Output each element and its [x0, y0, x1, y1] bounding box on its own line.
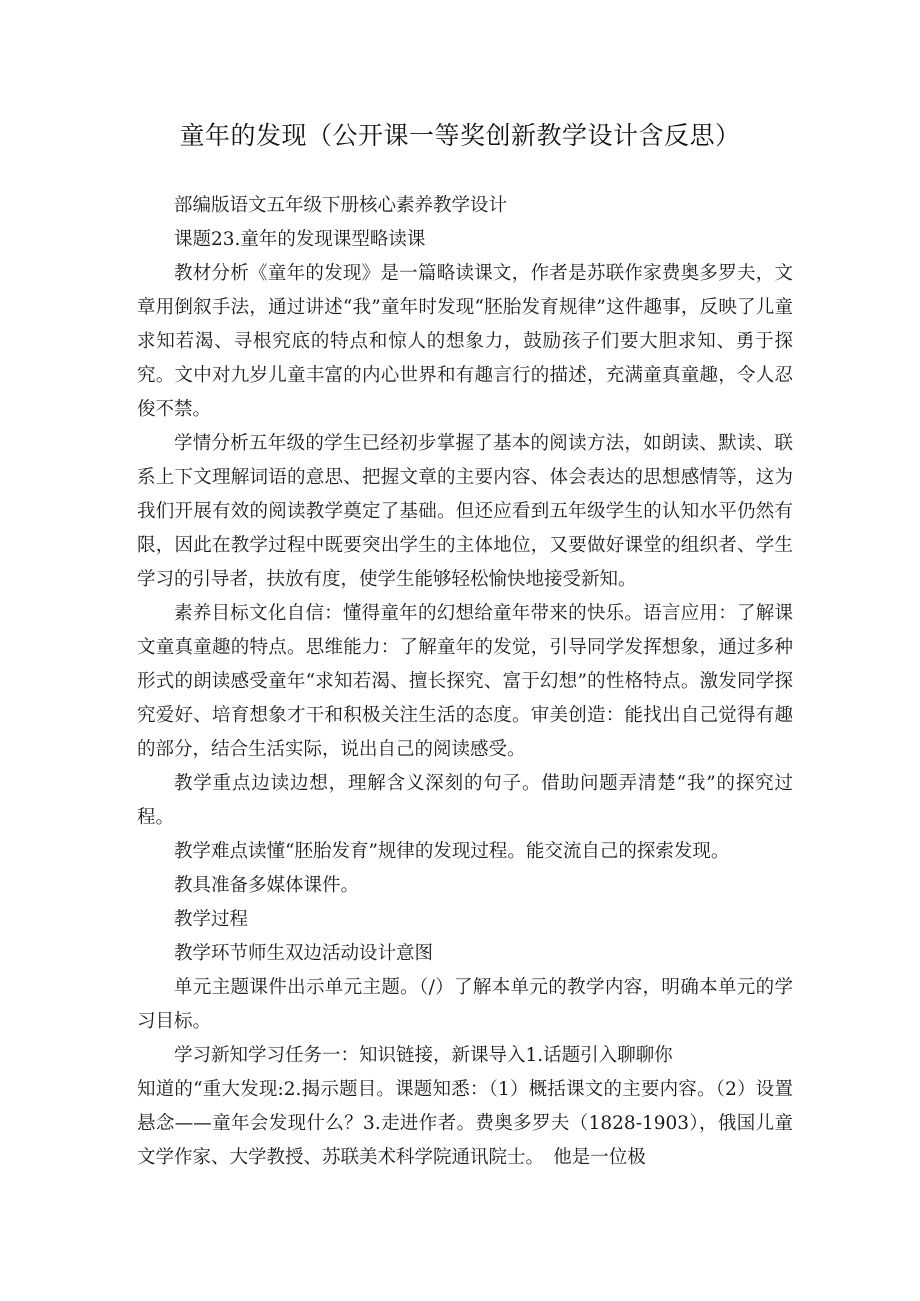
introduction-paragraph: 知道的“重大发现:2.揭示题目。课题知悉：（1）概括课文的主要内容。（2）设置悬念——童年会发现什么？3.走进作者。费奥多罗夫（1828-1903），俄国儿童文学作家、大学教授、苏联美术科学院通讯院士。 他是一位极 [137, 1079, 793, 1168]
unit-theme-paragraph: 单元主题课件出示单元主题。（/）了解本单元的教学内容，明确本单元的学习目标。 [137, 977, 793, 1032]
subtitle-line: 部编版语文五年级下册核心素养教学设计 [174, 195, 508, 216]
student-analysis-paragraph: 学情分析五年级的学生已经初步掌握了基本的阅读方法，如朗读、默读、联系上下文理解词语的意思、把握文章的主要内容、体会表达的思想感情等，这为我们开展有效的阅读教学奠定了基础。但还应看到五年级学生的认知水平仍然有限，因此在教学过程中既要突出学生的主体地位，又要做好课堂的组织者、学生学习的引导者，扶放有度，使学生能够轻松愉快地接受新知。 [137, 433, 793, 590]
textbook-analysis-paragraph: 教材分析《童年的发现》是一篇略读课文，作者是苏联作家费奥多罗夫，文章用倒叙手法，通过讲述“我”童年时发现“胚胎发育规律”这件趣事，反映了儿童求知若渴、寻根究底的特点和惊人的想象力，鼓励孩子们要大胆求知、勇于探究。文中对九岁儿童丰富的内心世界和有趣言行的描述，充满童真童趣，令人忍俊不禁。 [137, 263, 793, 420]
teaching-difficulty-paragraph: 教学难点读懂“胚胎发育”规律的发现过程。能交流自己的探索发现。 [174, 841, 730, 862]
document-body [137, 189, 793, 1175]
literacy-goals-paragraph: 素养目标文化自信：懂得童年的幻想给童年带来的快乐。语言应用：了解课文童真童趣的特点。思维能力：了解童年的发觉，引导同学发挥想象，通过多种形式的朗读感受童年“求知若渴、擅长探究、富于幻想”的性格特点。激发同学探究爱好、培育想象才干和积极关注生活的态度。审美创造：能找出自己觉得有趣的部分，结合生活实际，说出自己的阅读感受。 [137, 603, 793, 760]
teaching-process-heading: 教学过程 [174, 909, 249, 930]
process-table-header-line: 教学环节师生双边活动设计意图 [174, 943, 434, 964]
new-knowledge-line: 学习新知学习任务一：知识链接，新课导入1.话题引入聊聊你 [174, 1045, 673, 1066]
lesson-topic-line: 课题23.童年的发现课型略读课 [174, 229, 426, 250]
teaching-focus-paragraph: 教学重点边读边想，理解含义深刻的句子。借助问题弄清楚“我”的探究过程。 [137, 773, 793, 828]
teaching-aids-line: 教具准备多媒体课件。 [174, 875, 360, 896]
document-title: 童年的发现（公开课一等奖创新教学设计含反思） [179, 121, 741, 150]
